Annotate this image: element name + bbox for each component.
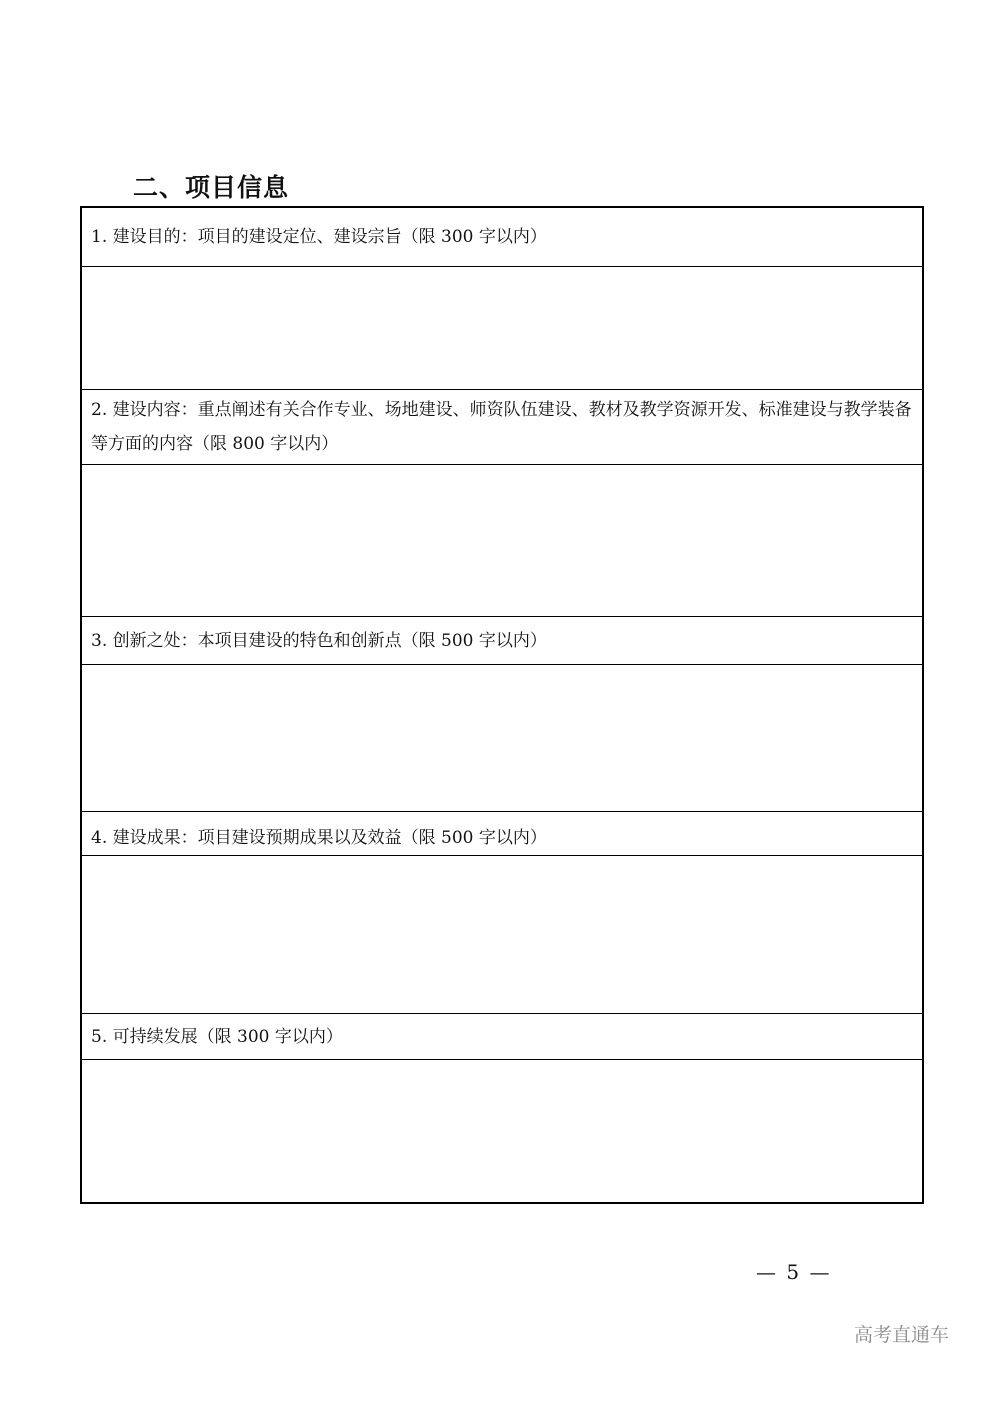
answer-field-4[interactable]: [82, 856, 922, 1014]
question-label-3: 3. 创新之处：本项目建设的特色和创新点（限 500 字以内）: [91, 630, 547, 651]
answer-field-1[interactable]: [82, 267, 922, 390]
question-row-1: [82, 208, 922, 267]
question-label-5: 5. 可持续发展（限 300 字以内）: [91, 1026, 343, 1047]
section-title: 二、项目信息: [133, 173, 290, 202]
question-row-3: [82, 617, 922, 665]
page-number: — 5 —: [756, 1260, 832, 1284]
answer-field-2[interactable]: [82, 465, 922, 617]
answer-field-5[interactable]: [82, 1060, 922, 1202]
question-label-2: 2. 建设内容：重点阐述有关合作专业、场地建设、师资队伍建设、教材及教学资源开发、标准建设与教学装备等方面的内容（限 800 字以内）: [91, 400, 912, 454]
question-row-2: [82, 390, 922, 465]
project-info-table: [80, 206, 924, 1204]
question-row-4: [82, 812, 922, 856]
question-row-5: [82, 1014, 922, 1060]
watermark: 高考直通车: [854, 1324, 950, 1346]
question-label-4: 4. 建设成果：项目建设预期成果以及效益（限 500 字以内）: [91, 828, 547, 848]
question-label-1: 1. 建设目的：项目的建设定位、建设宗旨（限 300 字以内）: [91, 227, 547, 247]
answer-field-3[interactable]: [82, 665, 922, 812]
